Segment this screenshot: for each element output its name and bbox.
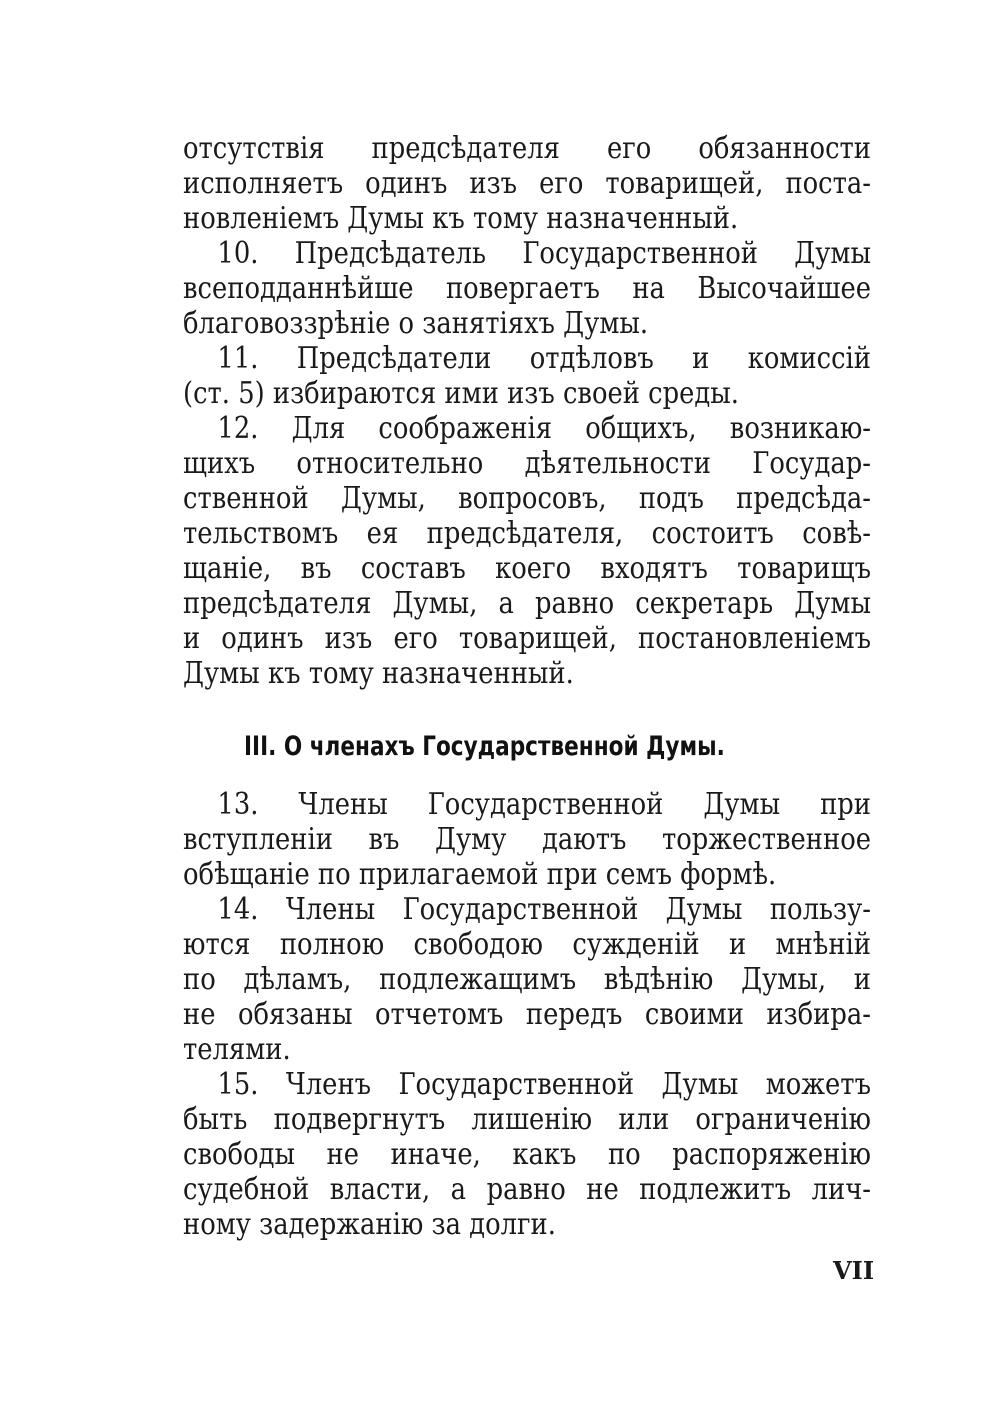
page-number: VII (833, 1256, 875, 1285)
text-line: по дѣламъ, подлежащимъ вѣдѣнію Думы, и (183, 962, 871, 997)
text-line: обѣщаніе по прилагаемой при семъ формѣ. (183, 857, 777, 892)
section-heading: III. О членахъ Государственной Думы. (244, 731, 725, 762)
text-line: всеподданнѣйше повергаетъ на Высочайшее (183, 271, 871, 306)
text-line: телями. (183, 1032, 291, 1067)
text-line: (ст. 5) избираются ими изъ своей среды. (183, 376, 740, 411)
article-13-line: 13. Члены Государственной Думы при (217, 787, 871, 822)
text-line: исполняетъ одинъ изъ его товарищей, поста- (183, 166, 871, 201)
text-line: щихъ относительно дѣятельности Государ- (183, 446, 871, 481)
text-line: и одинъ изъ его товарищей, постановленіемъ (183, 621, 871, 656)
article-12-line: 12. Для соображенія общихъ, возникаю- (217, 411, 871, 446)
text-line: ются полною свободою сужденій и мнѣній (183, 927, 871, 962)
text-line: предсѣдателя Думы, а равно секретарь Думы (183, 586, 871, 621)
text-line: свободы не иначе, какъ по распоряженію (183, 1137, 871, 1172)
text-line: Думы къ тому назначенный. (183, 656, 574, 691)
text-line: отсутствія предсѣдателя его обязанности (183, 131, 871, 166)
text-line: вступленіи въ Думу даютъ торжественное (183, 822, 871, 857)
article-14-line: 14. Члены Государственной Думы пользу- (217, 892, 871, 927)
article-15-line: 15. Членъ Государственной Думы можетъ (217, 1067, 871, 1102)
text-line: ственной Думы, вопросовъ, подъ предсѣда- (183, 481, 871, 516)
text-line: ному задержанію за долги. (183, 1207, 556, 1242)
article-10-line: 10. Предсѣдатель Государственной Думы (217, 236, 871, 271)
text-line: тельствомъ ея предсѣдателя, состоитъ совѣ- (183, 516, 871, 551)
text-line: новленіемъ Думы къ тому назначенный. (183, 201, 739, 236)
text-line: не обязаны отчетомъ передъ своими избира- (183, 997, 871, 1032)
article-11-line: 11. Предсѣдатели отдѣловъ и комиссій (217, 341, 871, 376)
text-line: благовоззрѣніе о занятіяхъ Думы. (183, 306, 649, 341)
text-line: судебной власти, а равно не подлежитъ лич- (183, 1172, 871, 1207)
text-line: быть подвергнутъ лишенію или ограниченію (183, 1102, 871, 1137)
text-line: щаніе, въ составъ коего входятъ товарищъ (183, 551, 871, 586)
